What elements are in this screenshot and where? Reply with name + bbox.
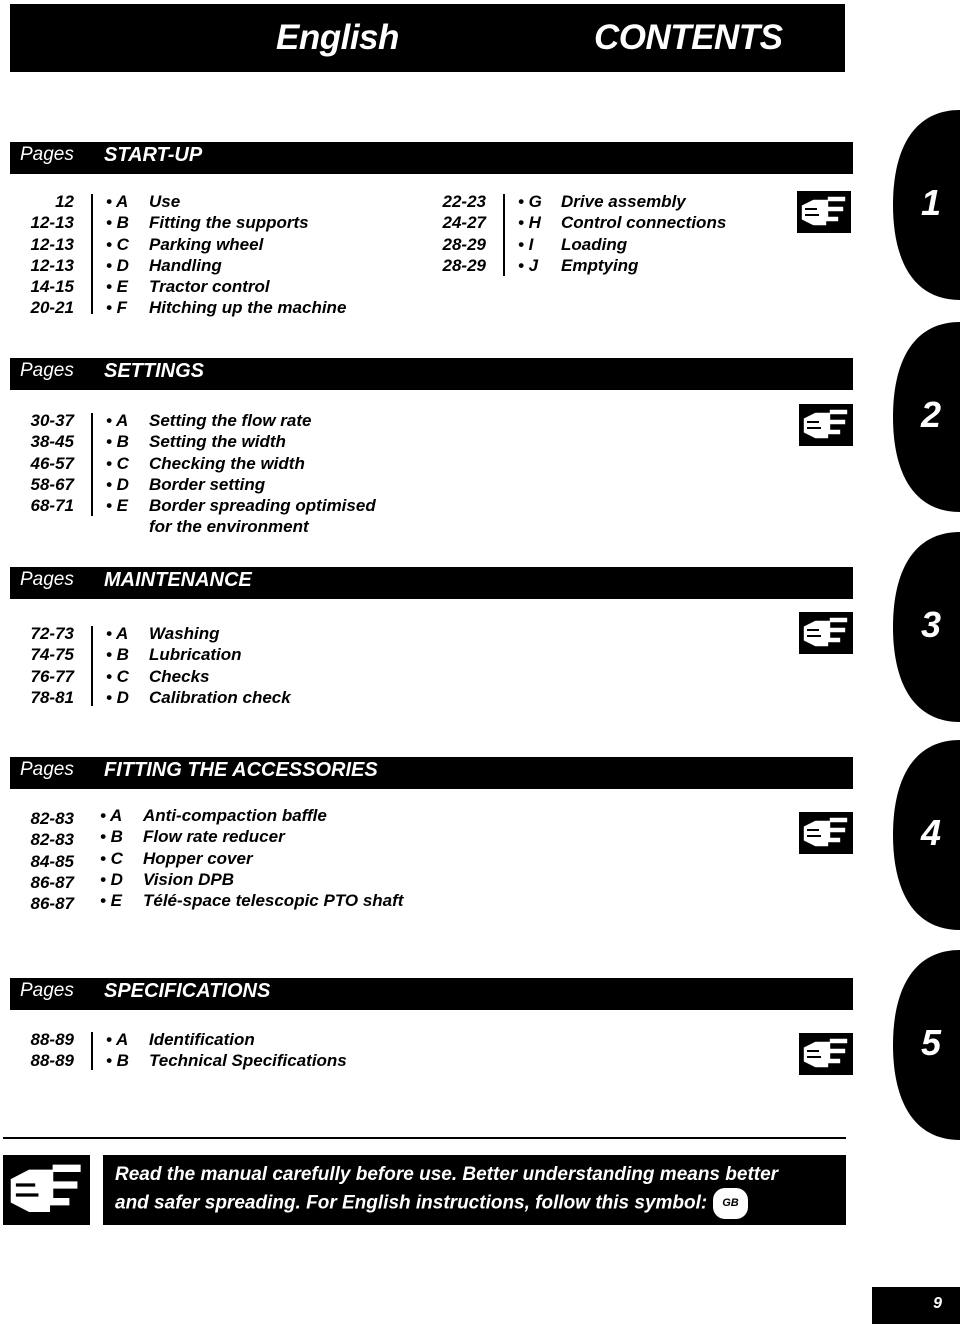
list-item[interactable]: • E Télé-space telescopic PTO shaft	[100, 891, 404, 911]
list-item[interactable]: • A Identification	[106, 1030, 255, 1049]
list-item[interactable]: • C Checks	[106, 666, 210, 686]
list-item[interactable]: • C Checking the width	[106, 453, 305, 473]
page-refs	[10, 808, 74, 914]
divider-line	[503, 194, 505, 276]
pages-label: Pages	[20, 569, 74, 590]
page-ref: 74-75	[30, 645, 74, 665]
divider-line	[91, 626, 93, 706]
page-refs	[10, 410, 74, 516]
divider-line	[91, 194, 93, 314]
page-ref: 22-23	[442, 192, 486, 211]
section-tab-1[interactable]	[893, 110, 960, 300]
page-ref: 58-67	[30, 474, 74, 494]
section-tab-5[interactable]	[893, 950, 960, 1140]
page-ref: 82-83	[30, 830, 74, 850]
page-ref: 86-87	[30, 872, 74, 892]
list-item[interactable]: • D Calibration check	[106, 687, 291, 707]
page-refs	[10, 623, 74, 708]
page-number: 9	[872, 1287, 960, 1324]
list-item[interactable]: • E Border spreading optimised	[106, 496, 376, 516]
page-refs	[10, 191, 74, 319]
list-item[interactable]: • B Technical Specifications	[106, 1051, 347, 1071]
section-title: FITTING THE ACCESSORIES	[104, 759, 378, 781]
list-item[interactable]: • C Hopper cover	[100, 848, 253, 868]
page-ref: 76-77	[30, 666, 74, 686]
tab-number: 4	[921, 812, 942, 853]
notice-line-2	[115, 1188, 834, 1219]
page-ref: 84-85	[30, 851, 74, 871]
section-bar-specifications	[10, 978, 853, 1010]
section-bar-settings	[10, 358, 853, 390]
contents-list	[106, 1029, 347, 1072]
list-item[interactable]: • A Anti-compaction baffle	[100, 806, 327, 825]
gb-symbol: GB	[713, 1188, 748, 1219]
page-title: CONTENTS	[594, 18, 783, 57]
section-bar-maintenance	[10, 567, 853, 599]
tab-number: 3	[921, 604, 942, 645]
divider-line	[91, 1032, 93, 1070]
list-item[interactable]: • D Border setting	[106, 474, 266, 494]
footer-rule	[3, 1137, 846, 1139]
list-item[interactable]: • B Flow rate reducer	[100, 827, 285, 847]
list-item[interactable]: • F Hitching up the machine	[106, 298, 347, 318]
pointing-hand-icon	[3, 1155, 90, 1225]
page-ref: 82-83	[30, 809, 74, 828]
page-ref: 68-71	[30, 496, 74, 516]
list-item[interactable]: • D Handling	[106, 255, 222, 275]
list-item[interactable]: • D Vision DPB	[100, 869, 234, 889]
contents-list	[518, 191, 726, 276]
page-ref: 88-89	[30, 1051, 74, 1071]
list-item[interactable]: • G Drive assembly	[518, 192, 686, 211]
list-item[interactable]: • A Use	[106, 192, 181, 211]
contents-list	[106, 623, 291, 708]
pages-label: Pages	[20, 980, 74, 1001]
section-title: SETTINGS	[104, 360, 205, 382]
list-item[interactable]: • A Washing	[106, 624, 220, 643]
section-bar-fitting-the-accessories	[10, 757, 853, 789]
list-item[interactable]: • A Setting the flow rate	[106, 411, 312, 430]
contents-list	[100, 805, 403, 911]
contents-list	[106, 410, 376, 538]
pages-label: Pages	[20, 759, 74, 780]
pointing-hand-icon	[799, 612, 853, 654]
list-item[interactable]: • J Emptying	[518, 255, 639, 275]
page-refs	[420, 191, 486, 276]
section-tab-2[interactable]	[893, 322, 960, 512]
pointing-hand-icon	[797, 191, 851, 233]
notice-text: and safer spreading. For English instructions, follow this symbol:	[115, 1192, 708, 1214]
page-ref: 12-13	[30, 234, 74, 254]
page-ref: 24-27	[442, 213, 486, 233]
page-ref: 88-89	[30, 1030, 74, 1049]
pointing-hand-icon	[799, 812, 853, 854]
list-item[interactable]: • B Lubrication	[106, 645, 242, 665]
page-ref: 12-13	[30, 255, 74, 275]
tab-number: 1	[921, 182, 942, 223]
list-item-continuation: for the environment	[149, 517, 309, 537]
list-item[interactable]: • B Fitting the supports	[106, 213, 309, 233]
pages-label: Pages	[20, 360, 74, 381]
page-ref: 28-29	[442, 255, 486, 275]
page-ref: 28-29	[442, 234, 486, 254]
page-ref: 30-37	[30, 411, 74, 430]
pages-label: Pages	[20, 144, 74, 165]
language-title: English	[276, 18, 399, 57]
section-title: MAINTENANCE	[104, 569, 252, 591]
page-ref: 86-87	[30, 894, 74, 914]
notice-line-1: Read the manual carefully before use. Better understanding means better	[115, 1164, 779, 1185]
tab-number: 5	[921, 1022, 942, 1063]
tab-number: 2	[921, 394, 942, 435]
section-title: START-UP	[104, 144, 203, 166]
contents-list	[106, 191, 346, 319]
list-item[interactable]: • C Parking wheel	[106, 234, 264, 254]
section-bar-start-up	[10, 142, 853, 174]
header-bar	[10, 4, 845, 72]
divider-line	[91, 413, 93, 516]
page-ref: 46-57	[30, 453, 74, 473]
list-item[interactable]: • I Loading	[518, 234, 628, 254]
section-tab-3[interactable]	[893, 532, 960, 722]
list-item[interactable]: • H Control connections	[518, 213, 727, 233]
notice-box	[103, 1155, 846, 1225]
list-item[interactable]: • E Tractor control	[106, 277, 270, 297]
page-ref: 20-21	[30, 298, 74, 318]
section-title: SPECIFICATIONS	[104, 980, 271, 1002]
page-ref: 38-45	[30, 432, 74, 452]
page-ref: 78-81	[30, 687, 74, 707]
section-tab-4[interactable]	[893, 740, 960, 930]
page-ref: 72-73	[30, 624, 74, 643]
page-refs	[10, 1029, 74, 1072]
page-ref: 14-15	[30, 277, 74, 297]
pointing-hand-icon	[799, 1033, 853, 1075]
page-ref: 12-13	[30, 213, 74, 233]
pointing-hand-icon	[799, 404, 853, 446]
list-item[interactable]: • B Setting the width	[106, 432, 286, 452]
page-ref: 12	[55, 192, 74, 211]
